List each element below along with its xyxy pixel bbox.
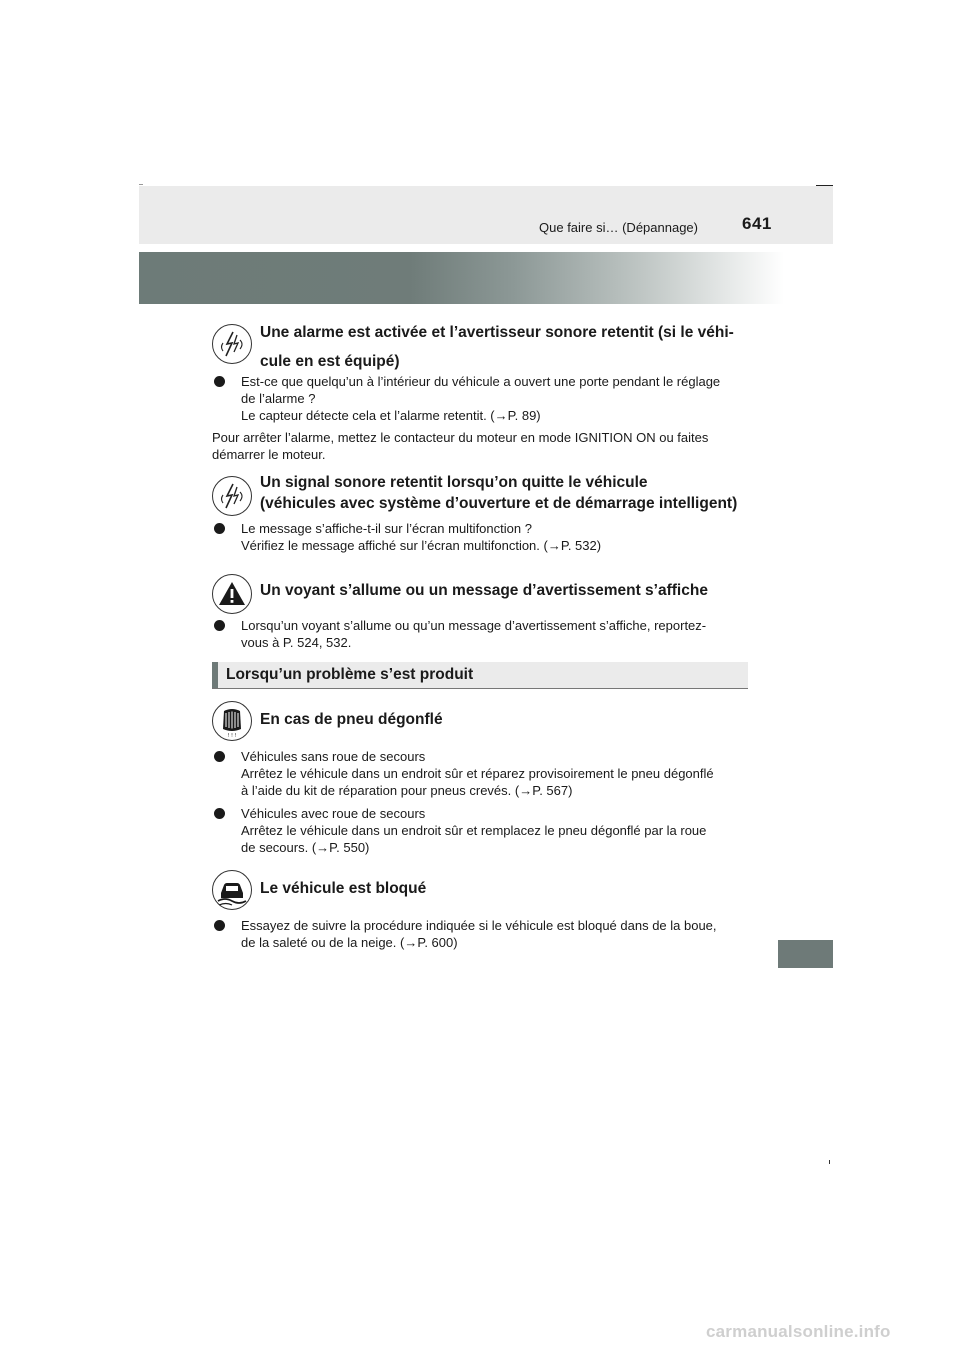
bullet-line: Véhicules sans roue de secours	[241, 749, 426, 764]
bullet-line: Véhicules avec roue de secours	[241, 806, 426, 821]
section-title-bar	[212, 662, 748, 689]
warning-icon	[212, 574, 252, 614]
heading-line: Le véhicule est bloqué	[260, 880, 427, 897]
svg-text:! ! !: ! ! !	[227, 733, 237, 739]
bullet-line: Arrêtez le véhicule dans un endroit sûr et réparez provisoirement le pneu dégonflé	[241, 766, 714, 781]
note-line: Pour arrêter l’alarme, mettez le contacteur du moteur en mode IGNITION ON ou faites	[212, 430, 709, 445]
heading-line: En cas de pneu dégonflé	[260, 711, 443, 728]
bullet-icon	[214, 920, 225, 931]
bullet-line: Le message s’affiche-t-il sur l’écran multifonction ?	[241, 521, 532, 536]
chapter-title: Que faire si… (Dépannage)	[539, 220, 698, 235]
heading-line: cule en est équipé)	[260, 353, 400, 370]
alarm-sound-icon	[212, 324, 252, 364]
bullet-line: Lorsqu’un voyant s’allume ou qu’un message d’avertissement s’affiche, reportez-	[241, 618, 707, 633]
bullet-line: Essayez de suivre la procédure indiquée si le véhicule est bloqué dans de la boue,	[241, 918, 717, 933]
chapter-side-tab	[778, 940, 833, 968]
heading-line: (véhicules avec système d’ouverture et de démarrage intelligent)	[260, 495, 738, 512]
bullet-line: de l’alarme ?	[241, 391, 316, 406]
bullet-line: Arrêtez le véhicule dans un endroit sûr et remplacez le pneu dégonflé par la roue	[241, 823, 707, 838]
bullet-line: Le capteur détecte cela et l’alarme retentit. (→P. 89)	[241, 408, 541, 423]
bullet-line: Vérifiez le message affiché sur l’écran multifonction. (→P. 532)	[241, 538, 602, 553]
stuck-vehicle-icon	[212, 870, 252, 910]
bullet-icon	[214, 751, 225, 762]
bullet-icon	[214, 376, 225, 387]
page-number: 641	[742, 214, 772, 233]
crop-mark	[139, 184, 143, 185]
note-line: démarrer le moteur.	[212, 447, 326, 462]
note-paragraph	[212, 429, 748, 463]
bullet-icon	[214, 523, 225, 534]
alarm-sound-icon	[212, 476, 252, 516]
heading-line: Un voyant s’allume ou un message d’avertissement s’affiche	[260, 582, 708, 599]
crop-mark	[829, 1160, 830, 1164]
bullet-line: vous à P. 524, 532.	[241, 635, 352, 650]
heading-line: Une alarme est activée et l’avertisseur sonore retentit (si le véhi-	[260, 324, 734, 341]
header-band	[139, 186, 833, 244]
bullet-line: de la saleté ou de la neige. (→P. 600)	[241, 935, 458, 950]
watermark-link[interactable]: carmanualsonline.info	[706, 1322, 891, 1341]
heading-line: Un signal sonore retentit lorsqu’on quitte le véhicule	[260, 474, 648, 491]
bullet-line: Est-ce que quelqu’un à l’intérieur du véhicule a ouvert une porte pendant le réglage	[241, 374, 721, 389]
section-bar-accent	[212, 662, 218, 688]
section-title: Lorsqu’un problème s’est produit	[226, 666, 474, 683]
chapter-banner	[139, 252, 784, 304]
bullet-line: à l’aide du kit de réparation pour pneus crevés. (→P. 567)	[241, 783, 573, 798]
bullet-line: de secours. (→P. 550)	[241, 840, 370, 855]
bullet-icon	[214, 808, 225, 819]
flat-tire-icon	[212, 701, 252, 741]
bullet-icon	[214, 620, 225, 631]
